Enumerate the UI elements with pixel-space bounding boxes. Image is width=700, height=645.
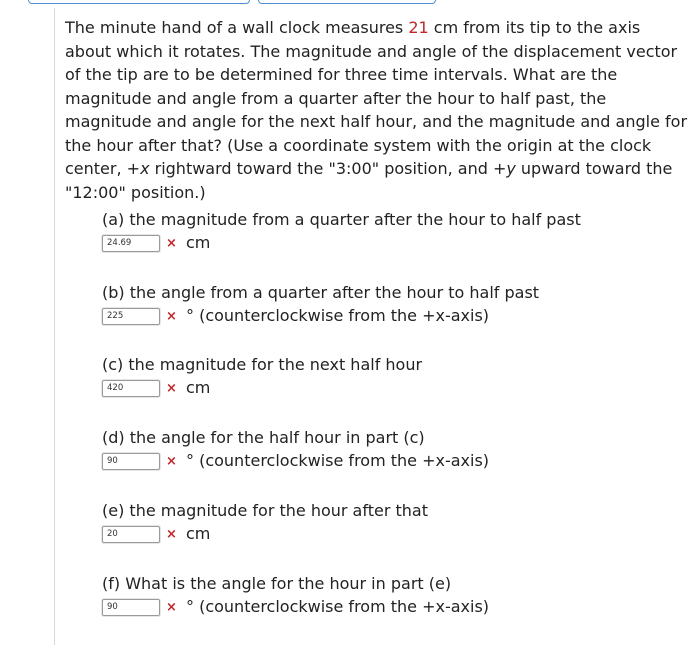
part-d-answer-row	[102, 451, 692, 473]
part-a-unit: cm	[186, 233, 211, 252]
x-variable: x	[140, 159, 150, 178]
part-d	[102, 427, 692, 473]
part-c-answer-row	[102, 378, 692, 400]
part-f-answer-input[interactable]: 90	[102, 599, 160, 616]
part-c-unit: cm	[186, 378, 211, 397]
part-e	[102, 500, 692, 546]
part-a	[102, 209, 692, 255]
part-e-answer-input[interactable]: 20	[102, 526, 160, 543]
part-b-answer-input[interactable]: 225	[102, 308, 160, 325]
incorrect-x-icon: ×	[166, 454, 177, 469]
minute-hand-length-value: 21	[408, 18, 429, 37]
top-tab-strip	[0, 0, 700, 6]
part-b-unit: ° (counterclockwise from the +x-axis)	[186, 306, 490, 325]
part-a-answer-row	[102, 233, 692, 255]
part-b-answer-row	[102, 306, 692, 328]
part-d-answer-input[interactable]: 90	[102, 453, 160, 470]
part-c-label: (c) the magnitude for the next half hour	[102, 355, 423, 374]
part-f-answer-row	[102, 597, 692, 619]
question-text-part: cm from its tip to the axis about which it rotates. The magnitude and angle of the displacement vector of the tip are to be determined for three time intervals. What are the magnitude and angle from a quarter after the hour to half past, the magnitude and angle for the next half hour, and the magnitude and angle for the hour after that? (Use a coordinate system with the origin at the clock center, +	[65, 18, 688, 178]
part-f-label: (f) What is the angle for the hour in part (e)	[102, 574, 452, 593]
part-f	[102, 573, 692, 619]
part-a-answer-input[interactable]: 24.69	[102, 235, 160, 252]
part-e-unit: cm	[186, 524, 211, 543]
top-tab-right[interactable]	[258, 0, 436, 4]
incorrect-x-icon: ×	[166, 381, 177, 396]
question-text	[65, 16, 687, 204]
part-d-label: (d) the angle for the half hour in part (c)	[102, 428, 425, 447]
part-a-label: (a) the magnitude from a quarter after the hour to half past	[102, 210, 581, 229]
question-text-part: rightward toward the "3:00" position, and +	[149, 159, 507, 178]
part-e-label: (e) the magnitude for the hour after that	[102, 501, 428, 520]
part-c-answer-input[interactable]: 420	[102, 380, 160, 397]
part-b	[102, 282, 692, 328]
top-tab-left[interactable]	[28, 0, 250, 4]
incorrect-x-icon: ×	[166, 309, 177, 324]
part-d-unit: ° (counterclockwise from the +x-axis)	[186, 451, 490, 470]
part-c	[102, 354, 692, 400]
part-e-answer-row	[102, 524, 692, 546]
question-text-part: The minute hand of a wall clock measures	[65, 18, 409, 37]
question-panel	[54, 8, 695, 645]
incorrect-x-icon: ×	[166, 527, 177, 542]
y-variable: y	[506, 159, 516, 178]
incorrect-x-icon: ×	[166, 600, 177, 615]
question-text-part: upward toward the "12:00" position.)	[65, 159, 673, 202]
incorrect-x-icon: ×	[166, 236, 177, 251]
part-f-unit: ° (counterclockwise from the +x-axis)	[186, 597, 490, 616]
part-b-label: (b) the angle from a quarter after the hour to half past	[102, 283, 540, 302]
